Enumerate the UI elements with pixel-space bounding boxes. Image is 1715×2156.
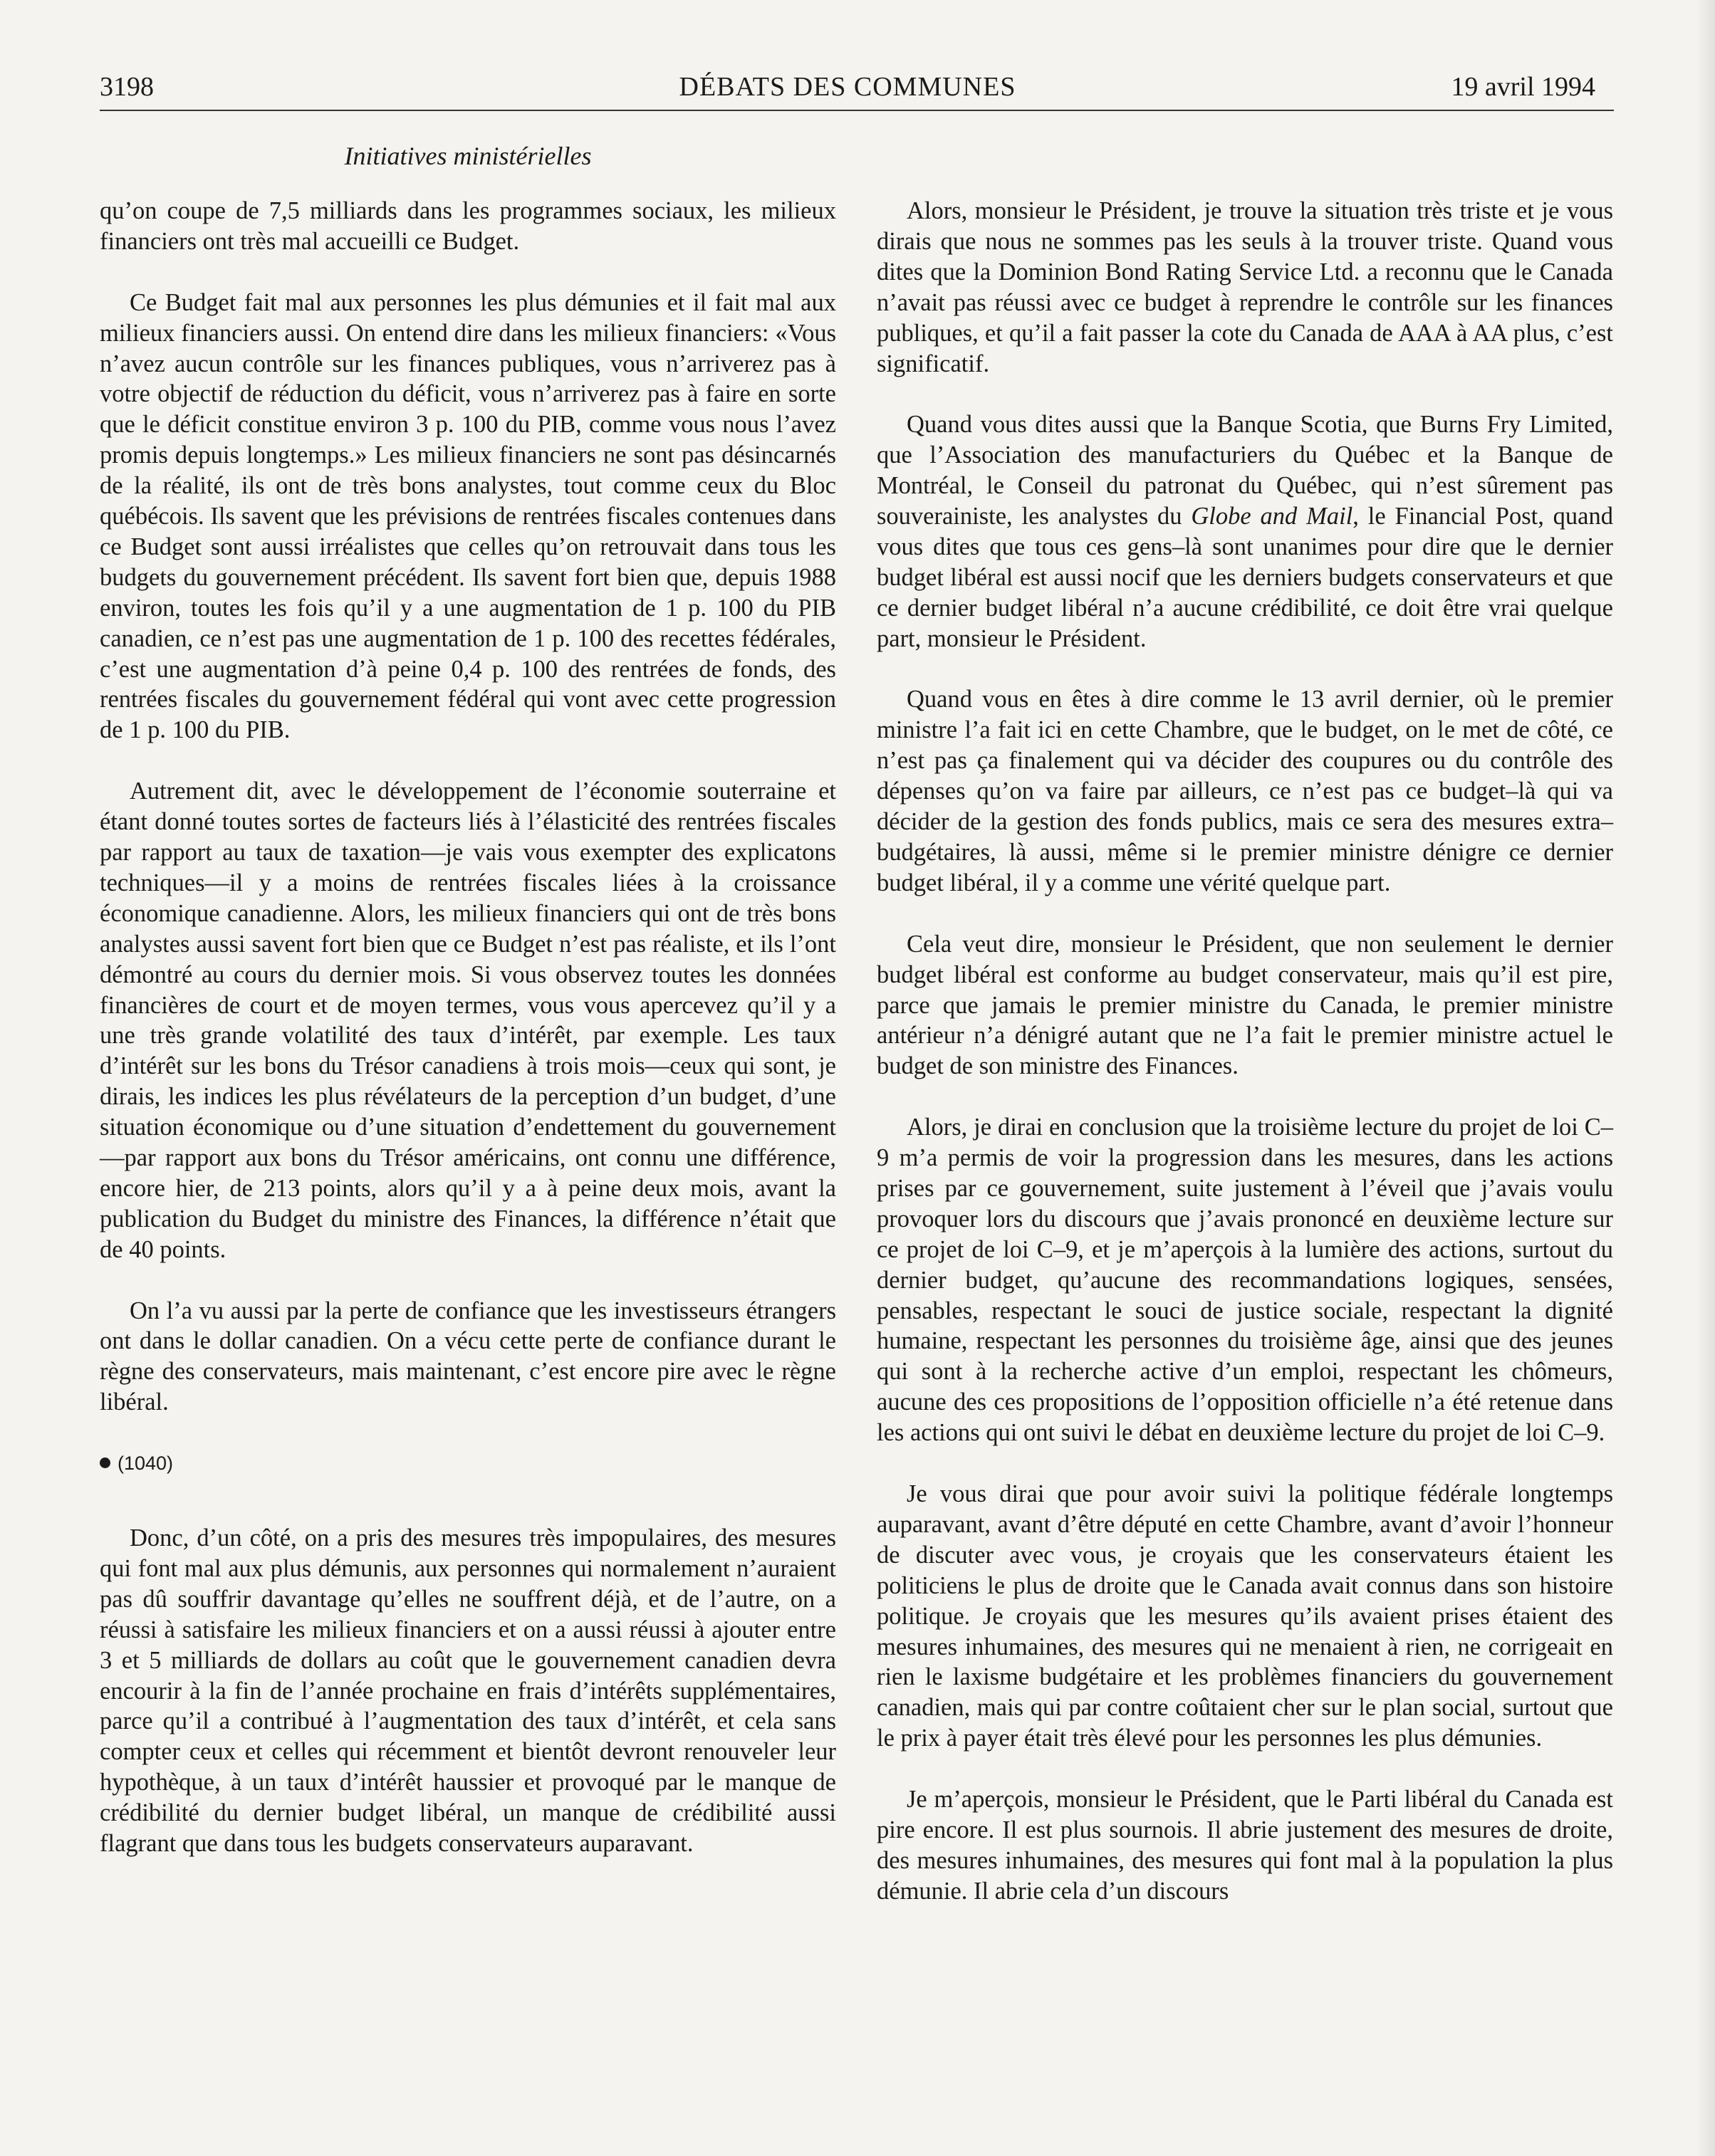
journal-title: DÉBATS DES COMMUNES — [679, 72, 1016, 102]
paragraph: Je vous dirai que pour avoir suivi la politique fédérale longtemps auparavant, avant d’être député en cette Chambre, avant d’avoir l’honneur de discuter avec vous, je croyais que les conservateurs étaient les politiciens le plus de droite que le Canada avait connus dans son histoire politique. Je croyais que les mesures qu’ils avaient prises étaient des mesures inhumaines, des mesures qui ne menaient à rien, ne corrigeait en rien le laxisme budgétaire et les problèmes financiers du gouvernement canadien, mais qui par contre coûtaient cher sur le plan social, surtout que le prix à payer était très élevé pour les personnes les plus démunies. — [877, 1480, 1613, 1752]
publication-name: Globe and Mail — [1191, 503, 1353, 530]
running-head — [100, 66, 1595, 108]
paragraph: Cela veut dire, monsieur le Président, que non seulement le dernier budget libéral est conforme au budget conservateur, mais qu’il est pire, parce que jamais le premier ministre du Canada, le premier ministre antérieur n’a dénigré autant que ne l’a fait le premier ministre actuel le budget de son ministre des Finances. — [877, 930, 1613, 1080]
bullet-icon — [100, 1458, 110, 1468]
header-rule — [100, 110, 1614, 111]
page-number: 3198 — [100, 72, 154, 102]
paragraph: qu’on coupe de 7,5 milliards dans les programmes sociaux, les milieux financiers ont très mal accueilli ce Budget. — [100, 197, 836, 255]
paragraph — [877, 409, 1613, 654]
paragraph: Ce Budget fait mal aux personnes les plus démunies et il fait mal aux milieux financiers aussi. On entend dire dans les milieux financiers: «Vous n’avez aucun contrôle sur les finances publiques, vous n’arriverez pas à votre objectif de réduction du déficit, vous n’arriverez pas à faire en sorte que le déficit constitue environ 3 p. 100 du PIB, comme vous nous l’avez promis depuis longtemps.» Les milieux financiers ne sont pas désincarnés de la réalité, ils ont de très bons analystes, tout comme ceux du Bloc québécois. Ils savent que les prévisions de rentrées fiscales contenues dans ce Budget sont aussi irréalistes que celles qu’on retrouvait dans tous les budgets du gouvernement précédent. Ils savent fort bien que, depuis 1988 environ, toutes les fois qu’il y a une augmentation de 1 p. 100 du PIB canadien, ce n’est pas une augmentation de 1 p. 100 des recettes fédérales, c’est une augmentation d’à peine 0,4 p. 100 des rentrées de fonds, des rentrées fiscales du gouvernement fédéral qui vont avec cette progression de 1 p. 100 du PIB. — [100, 288, 836, 744]
scan-edge-shadow — [1696, 0, 1715, 2156]
time-marker-text: (1040) — [118, 1453, 174, 1475]
time-marker — [100, 1448, 836, 1479]
paragraph-text: Quand vous dites aussi que la Banque Scotia, que Burns Fry Limited, que l’Association des manufacturiers du Québec et la Banque de Montréal, le Conseil du patronat du Québec, qui n’est sûrement pas souverainiste, les analystes du — [877, 411, 1613, 530]
paragraph: Alors, je dirai en conclusion que la troisième lecture du projet de loi C–9 m’a permis de voir la progression dans les mesures, dans les actions prises par ce gouvernement, suite justement à l’éveil que j’avais voulu provoquer lors du discours que j’avais prononcé en deuxième lecture sur ce projet de loi C–9, et je m’aperçois à la lumière des actions, surtout du dernier budget, qu’aucune des recommandations logiques, sensées, pensables, respectant le souci de justice sociale, respectant la dignité humaine, respectant les personnes du troisième âge, ainsi que des jeunes qui sont à la recherche active d’un emploi, respectant les chômeurs, aucune des ces propositions de l’opposition officielle n’a été retenue dans les actions qui ont suivi le débat en deuxième lecture du projet de loi C–9. — [877, 1114, 1613, 1447]
section-heading: Initiatives ministérielles — [344, 142, 592, 170]
paragraph: Autrement dit, avec le développement de l’économie souterraine et étant donné toutes sortes de facteurs liés à l’élasticité des rentrées fiscales par rapport au taux de taxation—je vais vous exempter des explicatons techniques—il y a moins de rentrées fiscales liées à la croissance économique canadienne. Alors, les milieux financiers qui ont de très bons analystes aussi savent fort bien que ce Budget n’est pas réaliste, et ils l’ont démontré au cours du dernier mois. Si vous observez toutes les données financières de court et de moyen termes, vous vous apercevez qu’il y a une très grande volatilité des taux d’intérêt, par exemple. Les taux d’intérêt sur les bons du Trésor canadiens à trois mois—ceux qui sont, je dirais, les indices les plus révélateurs de la perception d’un budget, d’une situation économique ou d’une situation d’endettement du gouvernement—par rapport aux bons du Trésor américains, ont connu une différence, encore hier, de 213 points, alors qu’il y a à peine deux mois, avant la publication du Budget du ministre des Finances, la différence n’était que de 40 points. — [100, 778, 836, 1263]
paragraph-text: , le Financial Post, quand vous dites que tous ces gens–là sont unanimes pour dire que le dernier budget libéral est aussi nocif que les derniers budgets conservateurs et que ce dernier budget libéral n’a aucune crédibilité, ce doit être vrai quelque part, monsieur le Président. — [877, 503, 1613, 652]
paragraph: Donc, d’un côté, on a pris des mesures très impopulaires, des mesures qui font mal aux plus démunis, aux personnes qui normalement n’auraient pas dû souffrir davantage qu’elles ne souffrent déjà, et de l’autre, on a réussi à satisfaire les milieux financiers et on a aussi réussi à ajouter entre 3 et 5 milliards de dollars au coût que le gouvernement canadien devra encourir à la fin de l’année prochaine en frais d’intérêts supplémentaires, parce qu’il a contribué à l’augmentation des taux d’intérêt, et cela sans compter ceux et celles qui récemment et bientôt devront renouveler leur hypothèque, à un taux d’intérêt haussier et provoqué par le manque de crédibilité du dernier budget libéral, un manque de crédibilité aussi flagrant que dans tous les budgets conservateurs auparavant. — [100, 1524, 836, 1858]
left-column — [100, 196, 836, 1859]
paragraph: Je m’aperçois, monsieur le Président, que le Parti libéral du Canada est pire encore. Il est plus sournois. Il abrie justement des mesures de droite, des mesures inhumaines, des mesures qui font mal à la population la plus démunie. Il abrie cela d’un discours — [877, 1786, 1613, 1905]
issue-date: 19 avril 1994 — [1451, 72, 1595, 102]
right-column — [877, 196, 1613, 1907]
paragraph: Alors, monsieur le Président, je trouve la situation très triste et je vous dirais que nous ne sommes pas les seuls à la trouver triste. Quand vous dites que la Dominion Bond Rating Service Ltd. a reconnu que le Canada n’avait pas réussi avec ce budget à reprendre le contrôle sur les finances publiques, et qu’il a fait passer la cote du Canada de AAA à AA plus, c’est significatif. — [877, 197, 1613, 377]
paragraph: Quand vous en êtes à dire comme le 13 avril dernier, où le premier ministre l’a fait ici en cette Chambre, que le budget, on le met de côté, ce n’est pas ça finalement qui va décider des coupures ou du contrôle des dépenses qu’on va faire par ailleurs, ce n’est pas ce budget–là qui va décider de la gestion des fonds publics, mais ce sera des mesures extra–budgétaires, là aussi, même si le premier ministre dénigre ce dernier budget libéral, il y a comme une vérité quelque part. — [877, 686, 1613, 896]
paragraph: On l’a vu aussi par la perte de confiance que les investisseurs étrangers ont dans le dollar canadien. On a vécu cette perte de confiance durant le règne des conservateurs, mais maintenant, c’est encore pire avec le règne libéral. — [100, 1297, 836, 1416]
